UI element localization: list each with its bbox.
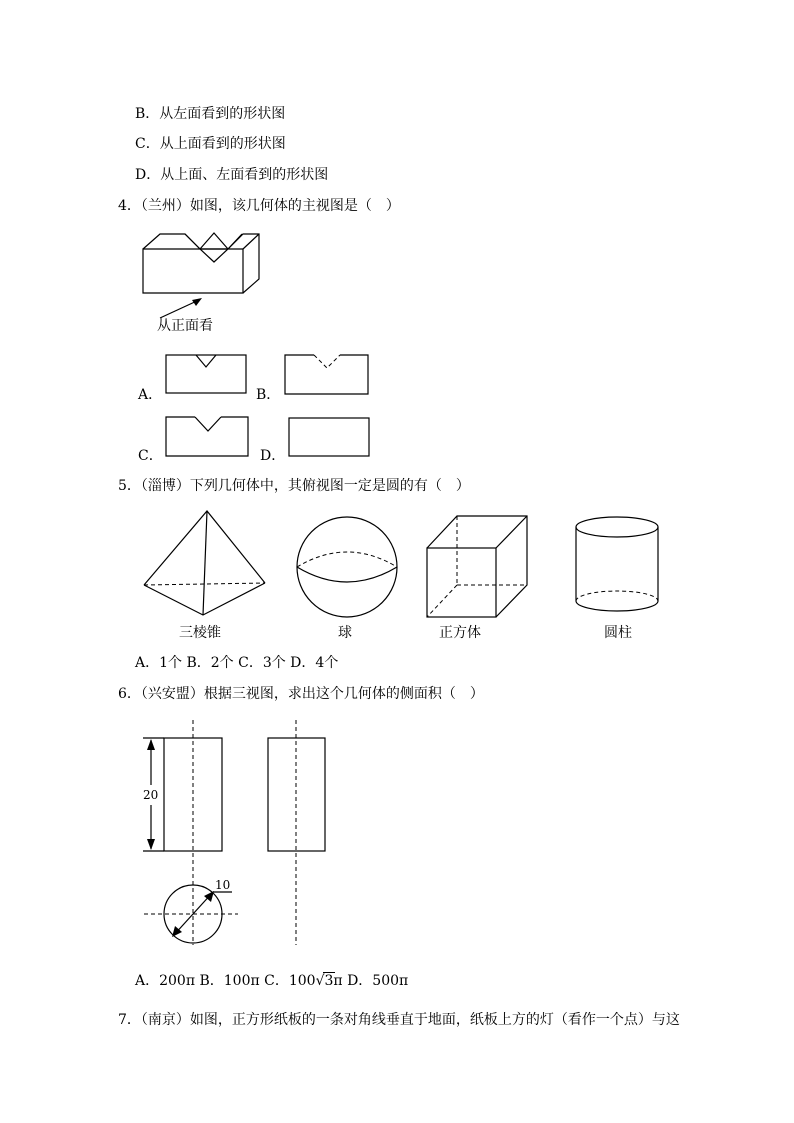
- q6-sqrt-arg: 3: [324, 973, 334, 989]
- q6-height-label: 20: [143, 788, 159, 802]
- q7-stem: 7．（南京）如图，正方形纸板的一条对角线垂直于地面，纸板上方的灯（看作一个点）与这: [118, 1012, 680, 1028]
- q4-opt-b-label: B．: [256, 387, 281, 403]
- q5-shape-label: 三棱锥: [179, 625, 221, 641]
- q6-stem: 6．（兴安盟）根据三视图，求出这个几何体的侧面积（ ）: [118, 686, 484, 702]
- q6-options: [135, 972, 408, 990]
- sqrt-sign: √: [315, 973, 325, 989]
- q4-opt-a-label: A．: [138, 387, 163, 403]
- q3-option-b: B．从左面看到的形状图: [135, 106, 286, 122]
- q5-stem: 5．（淄博）下列几何体中，其俯视图一定是圆的有（ ）: [118, 478, 470, 494]
- q5-options: A．1个 B．2个 C．3个 D．4个: [135, 655, 339, 671]
- q5-shape-label: 圆柱: [604, 625, 632, 641]
- q3-option-c: C．从上面看到的形状图: [135, 136, 286, 152]
- q6-diameter-label: 10: [215, 878, 231, 892]
- q4-opt-c-label: C．: [138, 448, 163, 464]
- q4-opt-d-label: D．: [260, 448, 286, 464]
- q6-options-cd: π D．500π: [333, 973, 409, 989]
- q3-option-d: D．从上面、左面看到的形状图: [135, 167, 329, 183]
- q4-stem: 4．（兰州）如图，该几何体的主视图是（ ）: [118, 198, 400, 214]
- q6-options-ab: A．200π B．100π C．100: [135, 973, 316, 989]
- q5-shape-label: 正方体: [439, 625, 481, 641]
- q4-view-caption: 从正面看: [157, 318, 213, 334]
- q5-shape-label: 球: [338, 625, 352, 641]
